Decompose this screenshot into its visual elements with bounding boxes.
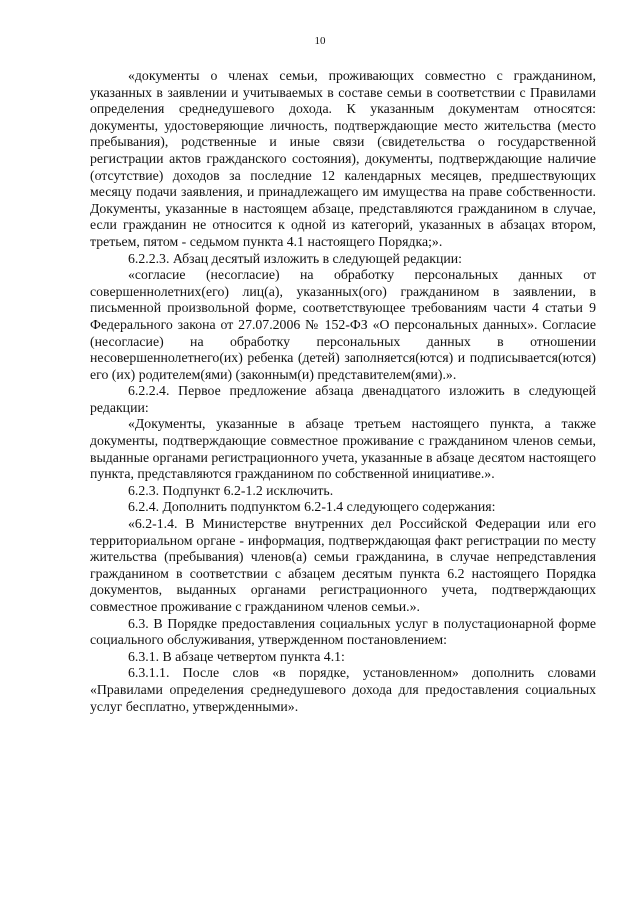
document-body <box>90 68 596 715</box>
paragraph-6-2-2-4: 6.2.2.4. Первое предложение абзаца двенадцатого изложить в следующей редакции: <box>90 383 596 415</box>
page-number: 10 <box>314 35 326 47</box>
paragraph-documents-family: «документы о членах семьи, проживающих совместно с гражданином, указанных в заявлении и учитываемых в составе семьи в соответствии с Правилами определения среднедушевого дохода. К указанным документам относятся: документы, удостоверяющие личность, подтверждающие место жительства (место пребывания), родственные и иные связи (свидетельства о государственной регистрации актов гражданского состояния), документы, подтверждающие наличие (отсутствие) доходов за последние 12 календарных месяцев, предшествующих месяцу подачи заявления, и принадлежащего им имущества на праве собственности. Документы, указанные в настоящем абзаце, представляются гражданином в случае, если гражданин не относится к одной из категорий, указанных в абзацах втором, третьем, пятом - седьмом пункта 4.1 настоящего Порядка;». <box>90 68 596 249</box>
paragraph-6-3: 6.3. В Порядке предоставления социальных услуг в полустационарной форме социального обслуживания, утвержденном постановлением: <box>90 615 596 648</box>
paragraph-6-2-3: 6.2.3. Подпункт 6.2-1.2 исключить. <box>128 482 334 498</box>
paragraph-documents-initiative: «Документы, указанные в абзаце третьем настоящего пункта, а также документы, подтверждающие совместное проживание с гражданином членов семьи, выданные органами регистрационного учета, указанные в абзаце десятом настоящего пункта, представляются гражданином по собственной инициативе.». <box>90 416 596 482</box>
paragraph-6-2-4: 6.2.4. Дополнить подпунктом 6.2-1.4 следующего содержания: <box>128 499 496 515</box>
paragraph-consent: «согласие (несогласие) на обработку персональных данных от совершеннолетних(его) лиц(а), указанных(ого) гражданином в заявлении, в письменной произвольной форме, соответствующее требованиям части 4 статьи 9 Федерального закона от 27.07.2006 № 152-ФЗ «О персональных данных». Согласие (несогласие) на обработку персональных данных в отношении несовершеннолетнего(их) ребенка (детей) заполняется(ются) и подписывается(ются) его (их) родителем(ями) (законным(и) представителем(ями).». <box>90 267 596 382</box>
paragraph-6-3-1-1: 6.3.1.1. После слов «в порядке, установленном» дополнить словами «Правилами определения среднедушевого дохода для предоставления социальных услуг бесплатно, утвержденными». <box>90 665 596 714</box>
paragraph-6-3-1: 6.3.1. В абзаце четвертом пункта 4.1: <box>128 648 345 664</box>
paragraph-6-2-2-3: 6.2.2.3. Абзац десятый изложить в следующей редакции: <box>128 250 462 266</box>
paragraph-6-2-1-4: «6.2-1.4. В Министерстве внутренних дел Российской Федерации или его территориальном органе - информация, подтверждающая факт регистрации по месту жительства (пребывания) членов(а) семьи гражданина, в случае непредставления гражданином в соответствии с абзацем десятым пункта 6.2 настоящего Порядка документов, выданных органами регистрационного учета, подтверждающих совместное проживание с гражданином членов семьи.». <box>90 516 596 614</box>
